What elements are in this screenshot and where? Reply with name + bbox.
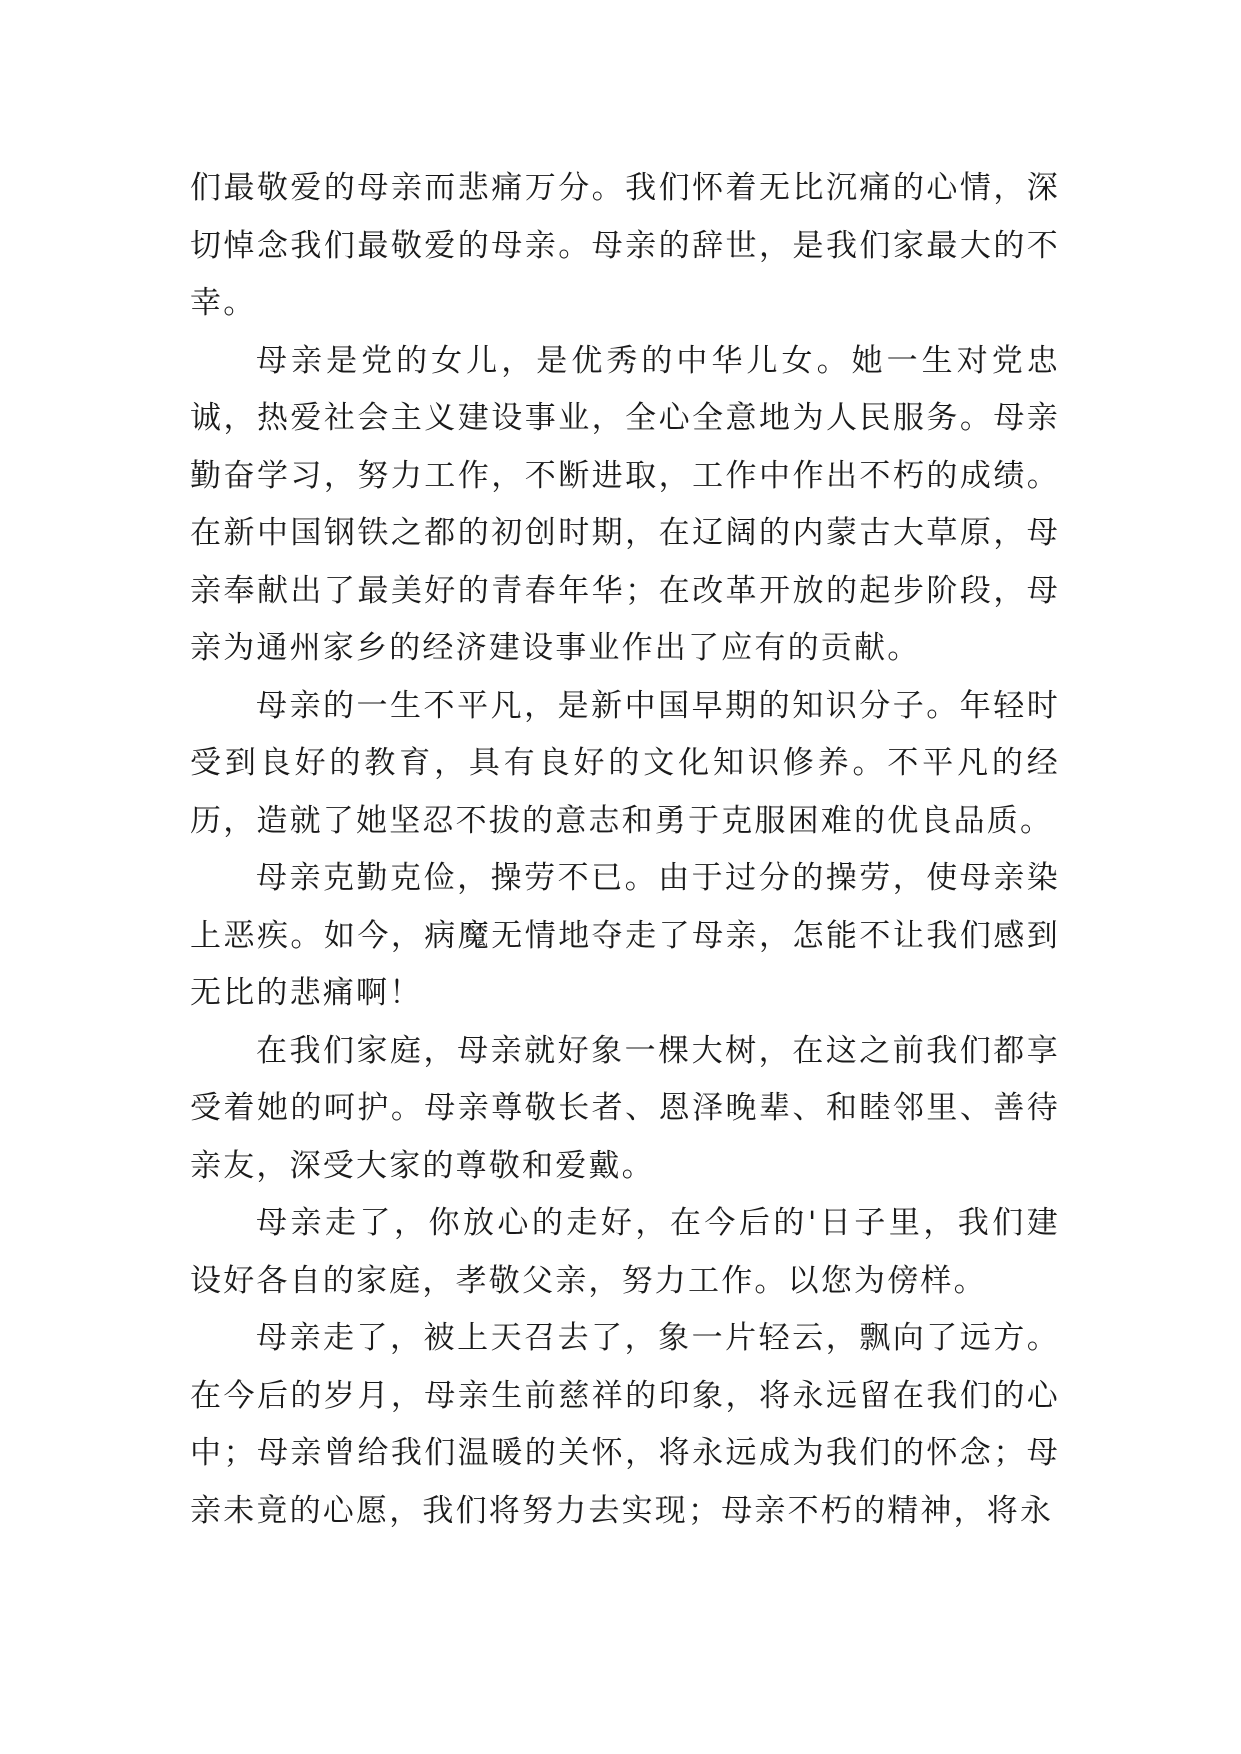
paragraph-7: 母亲走了，被上天召去了，象一片轻云，飘向了远方。在今后的岁月，母亲生前慈祥的印象，将永远留在我们的心中；母亲曾给我们温暖的关怀，将永远成为我们的怀念；母亲未竟的心愿，我们将努力去实现；母亲不朽的精神，将永	[190, 1320, 1060, 1529]
paragraph-5: 在我们家庭，母亲就好象一棵大树，在这之前我们都享受着她的呵护。母亲尊敬长者、恩泽晚辈、和睦邻里、善待亲友，深受大家的尊敬和爱戴。	[190, 1032, 1060, 1184]
paragraph-2: 母亲是党的女儿，是优秀的中华儿女。她一生对党忠诚，热爱社会主义建设事业，全心全意地为人民服务。母亲勤奋学习，努力工作，不断进取，工作中作出不朽的成绩。在新中国钢铁之都的初创时期，在辽阔的内蒙古大草原，母亲奉献出了最美好的青春年华；在改革开放的起步阶段，母亲为通州家乡的经济建设事业作出了应有的贡献。	[190, 342, 1060, 666]
paragraph-3: 母亲的一生不平凡，是新中国早期的知识分子。年轻时受到良好的教育，具有良好的文化知识修养。不平凡的经历，造就了她坚忍不拔的意志和勇于克服困难的优良品质。	[190, 687, 1060, 839]
document-body	[190, 160, 1060, 1540]
paragraph-1: 们最敬爱的母亲而悲痛万分。我们怀着无比沉痛的心情，深切悼念我们最敬爱的母亲。母亲的辞世，是我们家最大的不幸。	[190, 170, 1060, 321]
paragraph-4: 母亲克勤克俭，操劳不已。由于过分的操劳，使母亲染上恶疾。如今，病魔无情地夺走了母亲，怎能不让我们感到无比的悲痛啊！	[190, 860, 1060, 1011]
paragraph-6: 母亲走了，你放心的走好，在今后的'日子里，我们建设好各自的家庭，孝敬父亲，努力工作。以您为傍样。	[190, 1205, 1060, 1299]
